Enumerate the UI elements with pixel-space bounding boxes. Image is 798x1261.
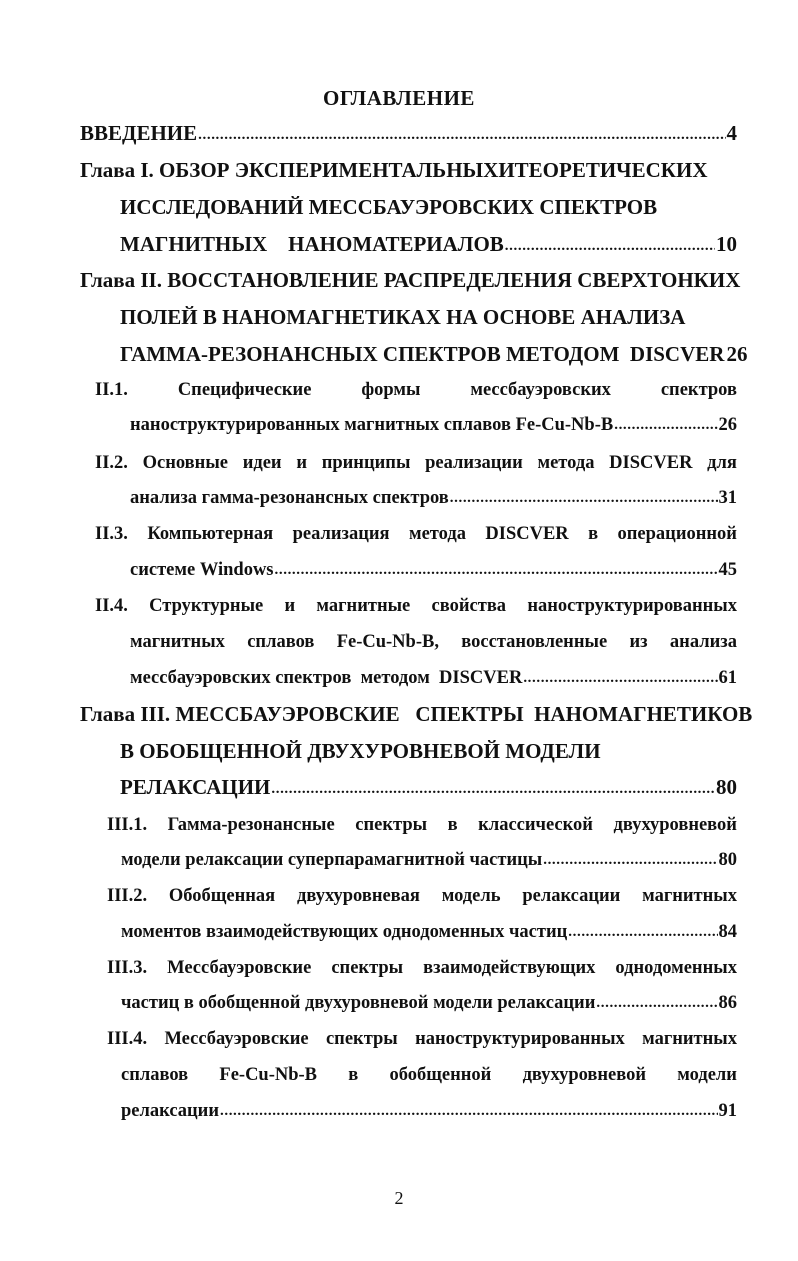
toc-text: ГАММА-РЕЗОНАНСНЫХ СПЕКТРОВ МЕТОДОМ DISCVER xyxy=(120,342,725,366)
toc-text: и xyxy=(284,596,296,616)
toc-text: магнитных xyxy=(642,886,737,906)
toc-text: II.1. xyxy=(95,380,128,400)
toc-text: магнитные xyxy=(316,596,411,616)
toc-section-2-4-line1[interactable] xyxy=(95,591,737,621)
toc-intro-text: ВВЕДЕНИЕ xyxy=(80,121,198,145)
toc-text: системе Windows xyxy=(130,560,274,580)
toc-text: операционной xyxy=(617,524,737,544)
toc-section-2-3-line2[interactable] xyxy=(130,555,737,585)
toc-text: двухуровневой xyxy=(522,1065,647,1085)
toc-section-2-2-line2[interactable] xyxy=(130,483,737,513)
toc-text: метода xyxy=(537,453,595,473)
toc-text: сплавов xyxy=(121,1065,189,1085)
toc-text: классической xyxy=(478,815,593,835)
toc-text: анализа xyxy=(669,632,737,652)
toc-page-number: 80 xyxy=(718,850,737,870)
toc-text: из xyxy=(629,632,648,652)
toc-text: Мессбауэровские xyxy=(164,1029,309,1049)
toc-text: Гамма-резонансные xyxy=(167,815,335,835)
toc-chapter2-line2: ПОЛЕЙ В НАНОМАГНЕТИКАХ НА ОСНОВЕ АНАЛИЗА xyxy=(120,305,686,329)
toc-text: метода xyxy=(408,524,466,544)
toc-section-3-3-line2[interactable] xyxy=(121,988,737,1018)
toc-text: II.4. xyxy=(95,596,128,616)
toc-section-3-1-line1[interactable] xyxy=(107,810,737,840)
toc-text: III.2. xyxy=(107,886,148,906)
toc-page-number: 31 xyxy=(718,488,737,508)
toc-text: однодоменных xyxy=(615,958,737,978)
toc-section-2-3-line1[interactable] xyxy=(95,519,737,549)
toc-section-3-3-line1[interactable] xyxy=(107,953,737,983)
toc-text: Основные xyxy=(142,453,228,473)
toc-text: III.3. xyxy=(107,958,148,978)
toc-text: в xyxy=(447,815,458,835)
toc-text: спектров xyxy=(660,380,737,400)
toc-page-number: 45 xyxy=(718,560,737,580)
toc-text: мессбауэровских xyxy=(470,380,611,400)
toc-text: магнитных xyxy=(642,1029,737,1049)
dot-leader xyxy=(220,1095,718,1126)
toc-chapter1-line1[interactable] xyxy=(80,155,708,185)
toc-text: релаксации xyxy=(121,1101,219,1121)
toc-section-2-1-line1[interactable] xyxy=(95,375,737,405)
toc-page-number: 61 xyxy=(718,668,737,688)
toc-text: идеи xyxy=(242,453,282,473)
toc-text: Компьютерная xyxy=(147,524,274,544)
toc-section-2-4-line3[interactable] xyxy=(130,663,737,693)
toc-text: реализация xyxy=(292,524,390,544)
toc-text: DISCVER xyxy=(485,524,569,544)
toc-text: Fe-Cu-Nb-B, xyxy=(336,632,439,652)
toc-page-number: 80 xyxy=(716,775,737,799)
toc-text: Глава I. ОБЗОР ЭКСПЕРИМЕНТАЛЬНЫХ xyxy=(80,158,499,182)
toc-text: в xyxy=(348,1065,359,1085)
dot-leader xyxy=(450,482,718,513)
toc-text: МАГНИТНЫХ НАНОМАТЕРИАЛОВ xyxy=(120,232,504,256)
toc-section-3-2-line2[interactable] xyxy=(121,917,737,947)
dot-leader xyxy=(614,409,717,440)
toc-text: свойства xyxy=(431,596,507,616)
toc-text: Обобщенная xyxy=(168,886,276,906)
toc-intro[interactable] xyxy=(80,118,737,148)
page-number: 2 xyxy=(394,1188,404,1208)
toc-text: РЕЛАКСАЦИИ xyxy=(120,775,271,799)
toc-text: обобщенной xyxy=(389,1065,492,1085)
toc-text: двухуровневая xyxy=(296,886,420,906)
toc-text: анализа гамма-резонансных спектров xyxy=(130,488,449,508)
toc-text: сплавов xyxy=(247,632,315,652)
toc-text: III.1. xyxy=(107,815,148,835)
dot-leader xyxy=(543,844,717,875)
toc-page-number: 10 xyxy=(716,232,737,256)
toc-text: III.4. xyxy=(107,1029,148,1049)
toc-chapter3-line1[interactable]: Глава III. МЕССБАУЭРОВСКИЕ СПЕКТРЫ НАНОМАГНЕТИКОВ xyxy=(80,702,753,726)
toc-chapter1-line3[interactable] xyxy=(120,229,737,259)
toc-text: наноструктурированных xyxy=(415,1029,625,1049)
toc-text: спектры xyxy=(355,815,428,835)
toc-text: моментов взаимодействующих однодоменных частиц xyxy=(121,922,568,942)
toc-text: в xyxy=(588,524,599,544)
toc-text: наноструктурированных xyxy=(527,596,737,616)
page-title: ОГЛАВЛЕНИЕ xyxy=(323,86,475,110)
toc-section-3-4-line3[interactable] xyxy=(121,1096,737,1126)
toc-text: спектры xyxy=(325,1029,398,1049)
toc-page-number: 26 xyxy=(726,342,748,366)
toc-text: магнитных xyxy=(130,632,225,652)
toc-text: Мессбауэровские xyxy=(167,958,312,978)
toc-text: взаимодействующих xyxy=(423,958,596,978)
toc-text: мессбауэровских спектров методом DISCVER xyxy=(130,668,523,688)
toc-chapter2-line1[interactable]: Глава II. ВОССТАНОВЛЕНИЕ РАСПРЕДЕЛЕНИЯ СВЕРХТОНКИХ xyxy=(80,268,741,292)
toc-text: модели релаксации суперпарамагнитной частицы xyxy=(121,850,543,870)
dot-leader xyxy=(523,662,717,693)
toc-section-3-2-line1[interactable] xyxy=(107,881,737,911)
toc-page-number: 91 xyxy=(718,1101,737,1121)
toc-chapter3-line3[interactable] xyxy=(120,772,737,802)
dot-leader xyxy=(198,117,725,150)
toc-page-number: 86 xyxy=(718,993,737,1013)
toc-text: ТЕОРЕТИЧЕСКИХ xyxy=(514,158,708,182)
toc-section-2-2-line1[interactable] xyxy=(95,448,737,478)
toc-text: спектры xyxy=(331,958,404,978)
toc-chapter2-line3[interactable] xyxy=(120,339,748,369)
dot-leader xyxy=(568,916,717,947)
toc-text: И xyxy=(498,158,515,182)
toc-section-3-1-line2[interactable] xyxy=(121,845,737,875)
toc-text: II.2. xyxy=(95,453,128,473)
dot-leader xyxy=(271,771,715,804)
toc-text: Специфические xyxy=(177,380,312,400)
toc-text: формы xyxy=(361,380,421,400)
toc-chapter1-line2: ИССЛЕДОВАНИЙ МЕССБАУЭРОВСКИХ СПЕКТРОВ xyxy=(120,195,658,219)
toc-text: реализации xyxy=(425,453,523,473)
toc-text: II.3. xyxy=(95,524,128,544)
toc-text: двухуровневой xyxy=(613,815,737,835)
toc-text: наноструктурированных магнитных сплавов Fe-Cu-Nb-B xyxy=(130,415,614,435)
toc-text: и xyxy=(296,453,307,473)
toc-text: релаксации xyxy=(522,886,621,906)
toc-text: частиц в обобщенной двухуровневой модели релаксации xyxy=(121,993,596,1013)
toc-chapter3-line2: В ОБОБЩЕННОЙ ДВУХУРОВНЕВОЙ МОДЕЛИ xyxy=(120,739,601,763)
dot-leader xyxy=(505,228,715,261)
toc-text: для xyxy=(707,453,737,473)
toc-intro-page: 4 xyxy=(726,121,737,145)
dot-leader xyxy=(275,554,718,585)
toc-text: модели xyxy=(677,1065,737,1085)
toc-section-3-4-line2 xyxy=(121,1060,737,1090)
toc-section-2-4-line2 xyxy=(130,627,737,657)
toc-text: модель xyxy=(441,886,501,906)
toc-text: принципы xyxy=(321,453,411,473)
toc-section-2-1-line2[interactable] xyxy=(130,410,737,440)
toc-section-3-4-line1[interactable] xyxy=(107,1024,737,1054)
toc-page-number: 84 xyxy=(718,922,737,942)
toc-text: DISCVER xyxy=(609,453,693,473)
dot-leader xyxy=(596,987,717,1018)
toc-text: восстановленные xyxy=(461,632,608,652)
toc-text: Структурные xyxy=(149,596,264,616)
toc-page-number: 26 xyxy=(718,415,737,435)
toc-text: Fe-Cu-Nb-B xyxy=(219,1065,318,1085)
